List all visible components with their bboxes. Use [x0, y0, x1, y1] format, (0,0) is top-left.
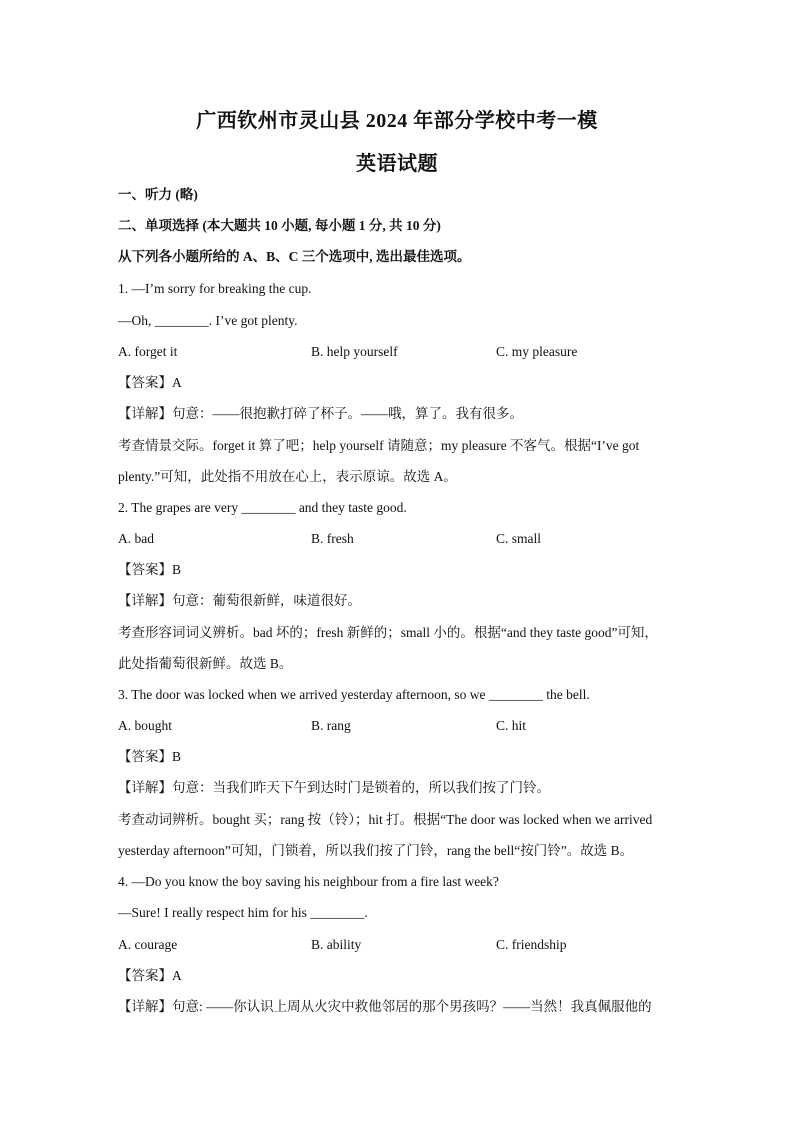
question-1-explain-line-2: 考查情景交际。forget it 算了吧；help yourself 请随意；my pleasure 不客气。根据“I’ve got [118, 438, 640, 453]
question-1-answer: 【答案】A [118, 375, 182, 390]
question-4-option-c: C. friendship [496, 937, 567, 952]
section-listening: 一、听力 (略) [118, 187, 198, 202]
question-3-stem-line-1: 3. The door was locked when we arrived yesterday afternoon, so we ________ the bell. [118, 687, 590, 702]
question-2-option-a: A. bad [118, 531, 154, 546]
question-1-option-b: B. help yourself [311, 344, 398, 359]
question-4-option-b: B. ability [311, 937, 362, 952]
question-1-explain-line-3: plenty.”可知，此处指不用放在心上，表示原谅。故选 A。 [118, 469, 457, 484]
question-2-answer: 【答案】B [118, 562, 182, 577]
question-3-explain-line-1: 【详解】句意：当我们昨天下午到达时门是锁着的，所以我们按了门铃。 [118, 780, 550, 795]
question-3-option-c: C. hit [496, 718, 527, 733]
question-2-option-b: B. fresh [311, 531, 354, 546]
question-1-option-a: A. forget it [118, 344, 178, 359]
page-subtitle: 英语试题 [356, 153, 438, 175]
question-4-option-a: A. courage [118, 937, 178, 952]
page-title: 广西钦州市灵山县 2024 年部分学校中考一模 [196, 110, 598, 132]
question-2-explain-line-3: 此处指葡萄很新鲜。故选 B。 [118, 656, 293, 671]
question-1-stem-line-2: —Oh, ________. I’ve got plenty. [118, 313, 298, 328]
question-2-option-c: C. small [496, 531, 542, 546]
question-3-option-b: B. rang [311, 718, 351, 733]
question-3-answer: 【答案】B [118, 749, 182, 764]
question-4-stem-line-2: —Sure! I really respect him for his ________. [118, 905, 368, 920]
section-instruction: 从下列各小题所给的 A、B、C 三个选项中, 选出最佳选项。 [118, 249, 471, 264]
question-3-explain-line-3: yesterday afternoon”可知，门锁着，所以我们按了门铃，rang the bell“按门铃”。故选 B。 [118, 843, 634, 858]
question-1-explain-line-1: 【详解】句意：——很抱歉打碎了杯子。——哦，算了。我有很多。 [118, 406, 523, 421]
question-4-explain-line-1: 【详解】句意: ——你认识上周从火灾中救他邻居的那个男孩吗？——当然！我真佩服他的 [118, 999, 652, 1014]
section-single-choice: 二、单项选择 (本大题共 10 小题, 每小题 1 分, 共 10 分) [118, 218, 441, 233]
question-4-stem-line-1: 4. —Do you know the boy saving his neighbour from a fire last week? [118, 874, 499, 889]
question-1-stem-line-1: 1. —I’m sorry for breaking the cup. [118, 281, 312, 296]
question-1-option-c: C. my pleasure [496, 344, 578, 359]
question-3-explain-line-2: 考查动词辨析。bought 买；rang 按（铃）；hit 打。根据“The door was locked when we arrived [118, 812, 653, 827]
question-4-answer: 【答案】A [118, 968, 182, 983]
question-2-explain-line-1: 【详解】句意：葡萄很新鲜，味道很好。 [118, 593, 361, 608]
question-3-option-a: A. bought [118, 718, 172, 733]
question-2-explain-line-2: 考查形容词词义辨析。bad 坏的；fresh 新鲜的；small 小的。根据“and they taste good”可知， [118, 625, 658, 640]
question-2-stem-line-1: 2. The grapes are very ________ and they taste good. [118, 500, 407, 515]
